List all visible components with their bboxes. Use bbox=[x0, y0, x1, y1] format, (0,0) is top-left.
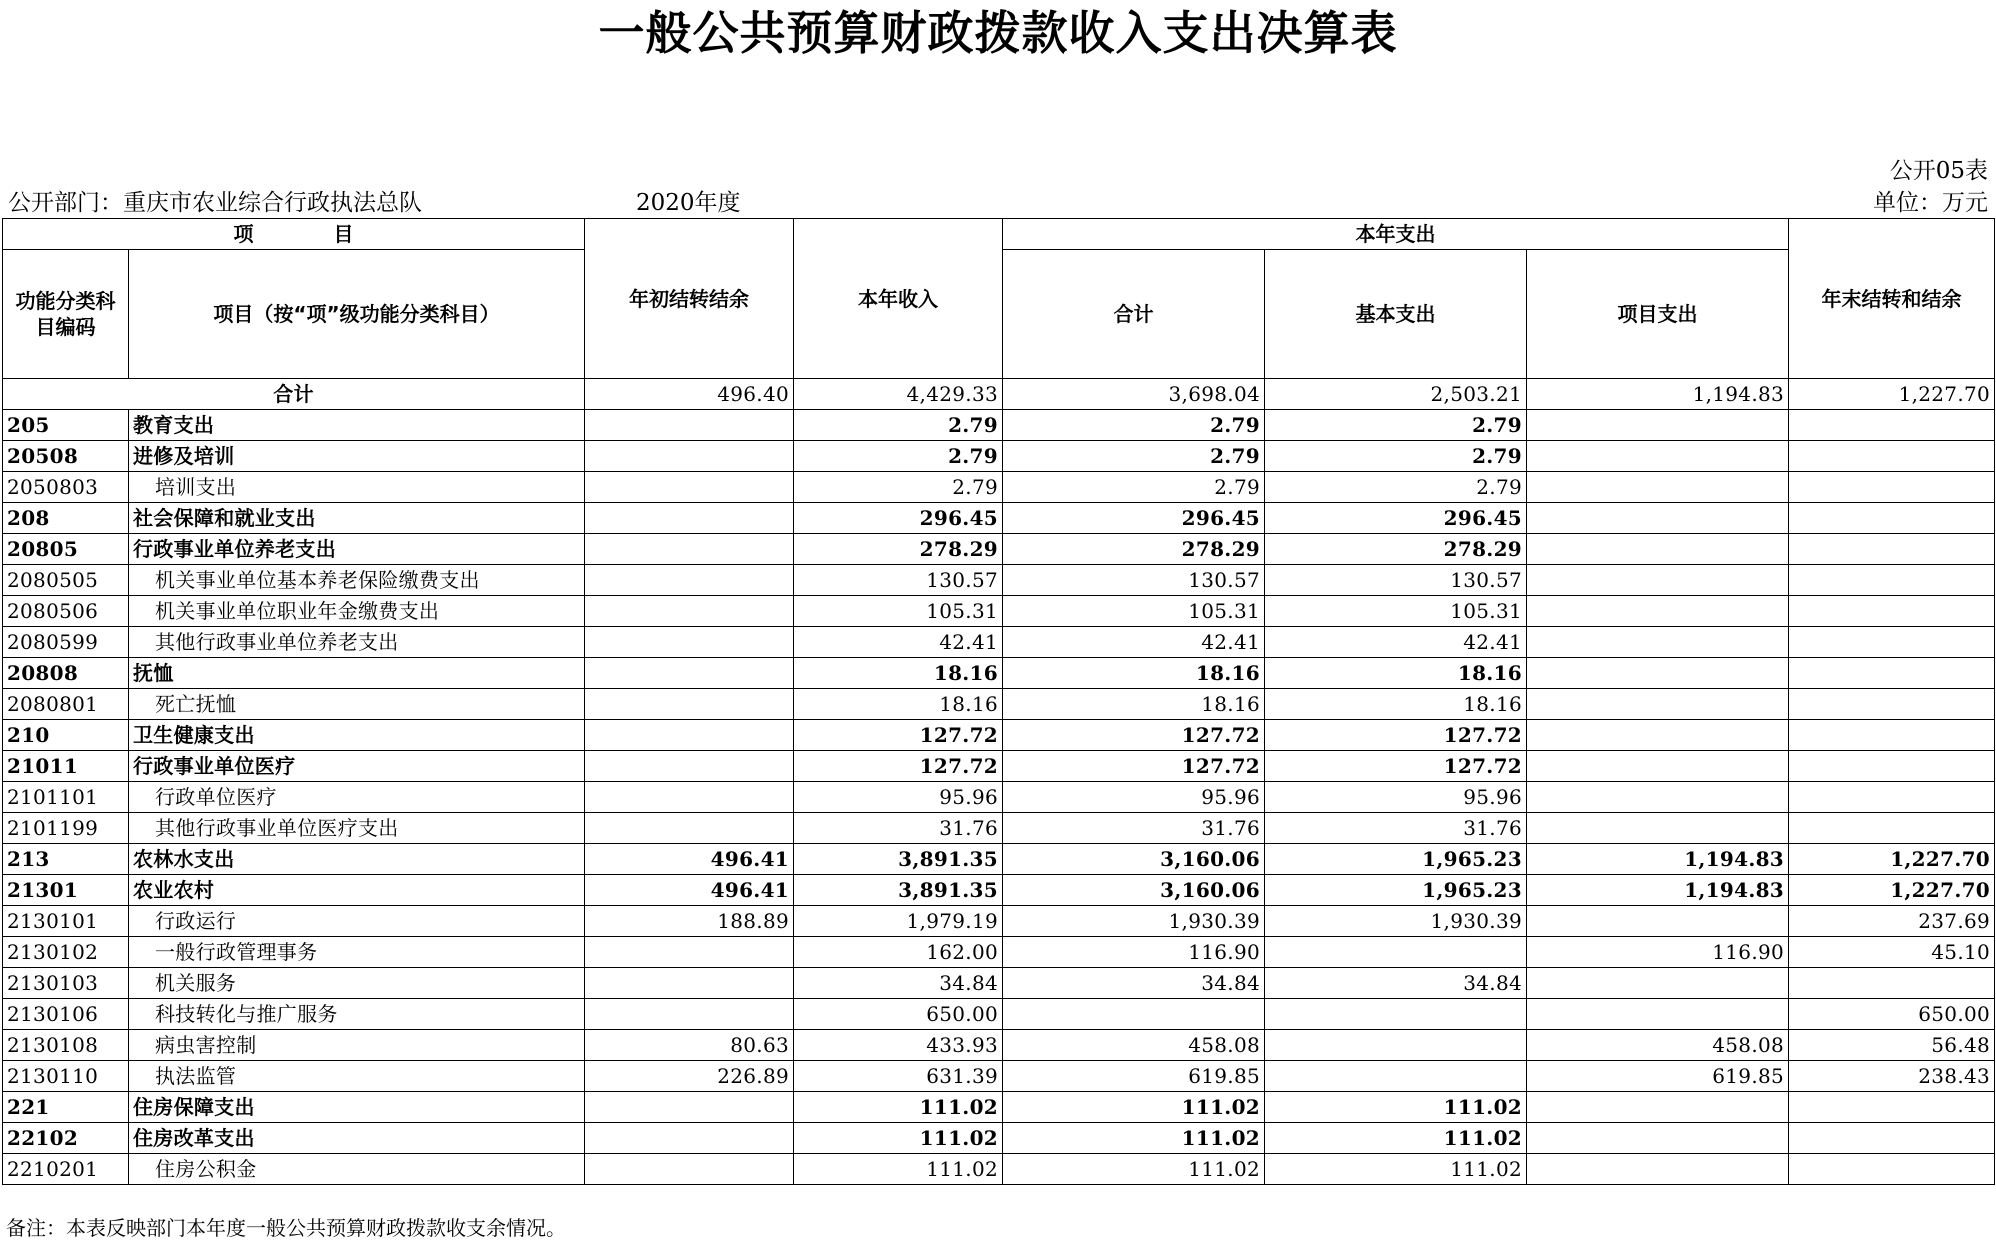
cell-name: 住房改革支出 bbox=[129, 1123, 585, 1154]
cell-code: 2080505 bbox=[3, 565, 129, 596]
cell-income: 2.79 bbox=[794, 410, 1003, 441]
cell-name: 行政单位医疗 bbox=[129, 782, 585, 813]
cell-closing: 237.69 bbox=[1789, 906, 1995, 937]
cell-project bbox=[1527, 906, 1789, 937]
cell-basic bbox=[1265, 999, 1527, 1030]
cell-opening bbox=[585, 658, 794, 689]
table-row bbox=[3, 1123, 1995, 1154]
table-row bbox=[3, 1030, 1995, 1061]
cell-expense-total: 105.31 bbox=[1003, 596, 1265, 627]
cell-project bbox=[1527, 1092, 1789, 1123]
cell-expense-total: 278.29 bbox=[1003, 534, 1265, 565]
table-row bbox=[3, 813, 1995, 844]
cell-income: 18.16 bbox=[794, 689, 1003, 720]
cell-code: 210 bbox=[3, 720, 129, 751]
cell-basic: 2.79 bbox=[1265, 441, 1527, 472]
cell-basic bbox=[1265, 937, 1527, 968]
cell-opening bbox=[585, 534, 794, 565]
header-total: 合计 bbox=[1003, 250, 1265, 379]
cell-opening bbox=[585, 441, 794, 472]
cell-income: 95.96 bbox=[794, 782, 1003, 813]
cell-basic: 95.96 bbox=[1265, 782, 1527, 813]
cell-closing bbox=[1789, 1123, 1995, 1154]
table-row bbox=[3, 844, 1995, 875]
cell-income: 105.31 bbox=[794, 596, 1003, 627]
cell-code: 2130106 bbox=[3, 999, 129, 1030]
table-row bbox=[3, 472, 1995, 503]
cell-closing: 56.48 bbox=[1789, 1030, 1995, 1061]
cell-opening bbox=[585, 410, 794, 441]
cell-expense-total: 111.02 bbox=[1003, 1092, 1265, 1123]
cell-closing bbox=[1789, 658, 1995, 689]
cell-name: 其他行政事业单位医疗支出 bbox=[129, 813, 585, 844]
cell-closing bbox=[1789, 1092, 1995, 1123]
header-name: 项目（按“项”级功能分类科目） bbox=[129, 250, 585, 379]
cell-name: 住房保障支出 bbox=[129, 1092, 585, 1123]
cell-basic: 111.02 bbox=[1265, 1123, 1527, 1154]
cell-name: 行政事业单位医疗 bbox=[129, 751, 585, 782]
total-opening: 496.40 bbox=[585, 379, 794, 410]
table-row bbox=[3, 596, 1995, 627]
cell-opening bbox=[585, 813, 794, 844]
cell-project bbox=[1527, 472, 1789, 503]
cell-project bbox=[1527, 410, 1789, 441]
cell-project bbox=[1527, 596, 1789, 627]
header-opening: 年初结转结余 bbox=[585, 219, 794, 379]
cell-project bbox=[1527, 565, 1789, 596]
table-row bbox=[3, 1154, 1995, 1185]
cell-closing bbox=[1789, 503, 1995, 534]
cell-closing bbox=[1789, 720, 1995, 751]
cell-income: 18.16 bbox=[794, 658, 1003, 689]
cell-basic: 42.41 bbox=[1265, 627, 1527, 658]
cell-closing bbox=[1789, 596, 1995, 627]
cell-basic: 34.84 bbox=[1265, 968, 1527, 999]
cell-project bbox=[1527, 503, 1789, 534]
cell-project bbox=[1527, 441, 1789, 472]
cell-income: 2.79 bbox=[794, 472, 1003, 503]
cell-code: 2210201 bbox=[3, 1154, 129, 1185]
cell-income: 127.72 bbox=[794, 751, 1003, 782]
cell-name: 科技转化与推广服务 bbox=[129, 999, 585, 1030]
table-row bbox=[3, 782, 1995, 813]
cell-project bbox=[1527, 658, 1789, 689]
cell-opening: 188.89 bbox=[585, 906, 794, 937]
cell-name: 机关服务 bbox=[129, 968, 585, 999]
form-number: 公开05表 bbox=[1889, 158, 1988, 184]
cell-name: 卫生健康支出 bbox=[129, 720, 585, 751]
cell-opening bbox=[585, 782, 794, 813]
cell-project bbox=[1527, 534, 1789, 565]
cell-income: 42.41 bbox=[794, 627, 1003, 658]
cell-code: 22102 bbox=[3, 1123, 129, 1154]
cell-code: 208 bbox=[3, 503, 129, 534]
cell-name: 抚恤 bbox=[129, 658, 585, 689]
total-basic: 2,503.21 bbox=[1265, 379, 1527, 410]
cell-opening bbox=[585, 689, 794, 720]
table-row bbox=[3, 503, 1995, 534]
cell-income: 127.72 bbox=[794, 720, 1003, 751]
table-row bbox=[3, 565, 1995, 596]
cell-expense-total: 130.57 bbox=[1003, 565, 1265, 596]
cell-income: 3,891.35 bbox=[794, 844, 1003, 875]
cell-code: 2101199 bbox=[3, 813, 129, 844]
cell-name: 其他行政事业单位养老支出 bbox=[129, 627, 585, 658]
header-row-1 bbox=[3, 219, 1995, 250]
table-row bbox=[3, 627, 1995, 658]
table-row bbox=[3, 658, 1995, 689]
cell-opening bbox=[585, 1123, 794, 1154]
cell-closing bbox=[1789, 782, 1995, 813]
cell-code: 2050803 bbox=[3, 472, 129, 503]
header-code: 功能分类科目编码 bbox=[3, 250, 129, 379]
department-label: 公开部门：重庆市农业综合行政执法总队 bbox=[8, 190, 422, 216]
cell-project bbox=[1527, 627, 1789, 658]
cell-code: 2080801 bbox=[3, 689, 129, 720]
cell-project bbox=[1527, 689, 1789, 720]
cell-income: 1,979.19 bbox=[794, 906, 1003, 937]
cell-opening bbox=[585, 968, 794, 999]
cell-code: 2130103 bbox=[3, 968, 129, 999]
cell-expense-total: 111.02 bbox=[1003, 1123, 1265, 1154]
cell-basic: 18.16 bbox=[1265, 658, 1527, 689]
cell-opening bbox=[585, 999, 794, 1030]
header-item: 项 目 bbox=[3, 219, 585, 250]
cell-name: 住房公积金 bbox=[129, 1154, 585, 1185]
cell-closing: 45.10 bbox=[1789, 937, 1995, 968]
cell-closing bbox=[1789, 410, 1995, 441]
cell-code: 221 bbox=[3, 1092, 129, 1123]
cell-name: 农林水支出 bbox=[129, 844, 585, 875]
cell-income: 111.02 bbox=[794, 1092, 1003, 1123]
cell-expense-total: 127.72 bbox=[1003, 720, 1265, 751]
header-basic: 基本支出 bbox=[1265, 250, 1527, 379]
total-income: 4,429.33 bbox=[794, 379, 1003, 410]
cell-project: 116.90 bbox=[1527, 937, 1789, 968]
cell-expense-total: 111.02 bbox=[1003, 1154, 1265, 1185]
cell-income: 278.29 bbox=[794, 534, 1003, 565]
cell-income: 111.02 bbox=[794, 1154, 1003, 1185]
table-row bbox=[3, 968, 1995, 999]
cell-name: 教育支出 bbox=[129, 410, 585, 441]
cell-opening bbox=[585, 937, 794, 968]
cell-basic bbox=[1265, 1061, 1527, 1092]
cell-code: 2130110 bbox=[3, 1061, 129, 1092]
cell-expense-total: 42.41 bbox=[1003, 627, 1265, 658]
cell-code: 2130101 bbox=[3, 906, 129, 937]
table-row bbox=[3, 1092, 1995, 1123]
cell-expense-total: 1,930.39 bbox=[1003, 906, 1265, 937]
table-row bbox=[3, 689, 1995, 720]
cell-opening bbox=[585, 627, 794, 658]
cell-project bbox=[1527, 813, 1789, 844]
cell-opening: 226.89 bbox=[585, 1061, 794, 1092]
cell-project bbox=[1527, 968, 1789, 999]
cell-opening bbox=[585, 1092, 794, 1123]
cell-code: 2101101 bbox=[3, 782, 129, 813]
table-row bbox=[3, 875, 1995, 906]
cell-closing bbox=[1789, 1154, 1995, 1185]
cell-closing bbox=[1789, 968, 1995, 999]
header-closing: 年末结转和结余 bbox=[1789, 219, 1995, 379]
fiscal-year-label: 2020年度 bbox=[636, 190, 741, 216]
cell-expense-total: 18.16 bbox=[1003, 658, 1265, 689]
cell-basic: 296.45 bbox=[1265, 503, 1527, 534]
cell-expense-total: 18.16 bbox=[1003, 689, 1265, 720]
cell-closing: 1,227.70 bbox=[1789, 875, 1995, 906]
cell-basic: 111.02 bbox=[1265, 1092, 1527, 1123]
cell-income: 162.00 bbox=[794, 937, 1003, 968]
cell-name: 社会保障和就业支出 bbox=[129, 503, 585, 534]
cell-income: 650.00 bbox=[794, 999, 1003, 1030]
total-label: 合计 bbox=[3, 379, 585, 410]
cell-code: 2130108 bbox=[3, 1030, 129, 1061]
cell-code: 213 bbox=[3, 844, 129, 875]
cell-income: 31.76 bbox=[794, 813, 1003, 844]
cell-name: 机关事业单位职业年金缴费支出 bbox=[129, 596, 585, 627]
cell-basic: 278.29 bbox=[1265, 534, 1527, 565]
table-row bbox=[3, 441, 1995, 472]
page-title: 一般公共预算财政拨款收入支出决算表 bbox=[598, 6, 1398, 60]
cell-code: 20808 bbox=[3, 658, 129, 689]
cell-name: 一般行政管理事务 bbox=[129, 937, 585, 968]
cell-income: 296.45 bbox=[794, 503, 1003, 534]
cell-closing bbox=[1789, 627, 1995, 658]
cell-basic: 31.76 bbox=[1265, 813, 1527, 844]
cell-project: 458.08 bbox=[1527, 1030, 1789, 1061]
cell-basic: 105.31 bbox=[1265, 596, 1527, 627]
cell-code: 20805 bbox=[3, 534, 129, 565]
cell-basic: 1,965.23 bbox=[1265, 844, 1527, 875]
cell-name: 进修及培训 bbox=[129, 441, 585, 472]
cell-project bbox=[1527, 751, 1789, 782]
cell-name: 病虫害控制 bbox=[129, 1030, 585, 1061]
cell-project bbox=[1527, 999, 1789, 1030]
cell-closing bbox=[1789, 534, 1995, 565]
footnote: 备注：本表反映部门本年度一般公共预算财政拨款收支余情况。 bbox=[6, 1216, 566, 1240]
cell-project bbox=[1527, 720, 1789, 751]
cell-code: 2130102 bbox=[3, 937, 129, 968]
cell-name: 行政事业单位养老支出 bbox=[129, 534, 585, 565]
table-row bbox=[3, 751, 1995, 782]
cell-basic: 127.72 bbox=[1265, 720, 1527, 751]
cell-expense-total: 3,160.06 bbox=[1003, 875, 1265, 906]
cell-opening: 80.63 bbox=[585, 1030, 794, 1061]
cell-code: 21011 bbox=[3, 751, 129, 782]
cell-income: 3,891.35 bbox=[794, 875, 1003, 906]
cell-closing bbox=[1789, 813, 1995, 844]
cell-opening bbox=[585, 503, 794, 534]
cell-closing bbox=[1789, 565, 1995, 596]
total-closing: 1,227.70 bbox=[1789, 379, 1995, 410]
cell-opening: 496.41 bbox=[585, 875, 794, 906]
cell-income: 34.84 bbox=[794, 968, 1003, 999]
cell-opening bbox=[585, 1154, 794, 1185]
cell-closing bbox=[1789, 441, 1995, 472]
header-expense-group: 本年支出 bbox=[1003, 219, 1789, 250]
cell-name: 死亡抚恤 bbox=[129, 689, 585, 720]
cell-basic: 111.02 bbox=[1265, 1154, 1527, 1185]
cell-basic: 1,930.39 bbox=[1265, 906, 1527, 937]
cell-basic: 130.57 bbox=[1265, 565, 1527, 596]
cell-project: 1,194.83 bbox=[1527, 844, 1789, 875]
cell-expense-total: 2.79 bbox=[1003, 410, 1265, 441]
total-row bbox=[3, 379, 1995, 410]
cell-basic: 2.79 bbox=[1265, 472, 1527, 503]
cell-expense-total: 3,160.06 bbox=[1003, 844, 1265, 875]
cell-opening bbox=[585, 720, 794, 751]
table-row bbox=[3, 999, 1995, 1030]
cell-code: 20508 bbox=[3, 441, 129, 472]
table-row bbox=[3, 937, 1995, 968]
cell-expense-total: 619.85 bbox=[1003, 1061, 1265, 1092]
cell-opening bbox=[585, 472, 794, 503]
header-project: 项目支出 bbox=[1527, 250, 1789, 379]
cell-project bbox=[1527, 1123, 1789, 1154]
cell-expense-total: 34.84 bbox=[1003, 968, 1265, 999]
cell-basic: 1,965.23 bbox=[1265, 875, 1527, 906]
table-row bbox=[3, 906, 1995, 937]
cell-name: 农业农村 bbox=[129, 875, 585, 906]
cell-code: 2080599 bbox=[3, 627, 129, 658]
cell-opening bbox=[585, 596, 794, 627]
cell-opening bbox=[585, 565, 794, 596]
cell-basic: 2.79 bbox=[1265, 410, 1527, 441]
cell-closing: 238.43 bbox=[1789, 1061, 1995, 1092]
cell-name: 培训支出 bbox=[129, 472, 585, 503]
budget-table bbox=[2, 218, 1995, 1185]
cell-closing: 650.00 bbox=[1789, 999, 1995, 1030]
cell-name: 行政运行 bbox=[129, 906, 585, 937]
cell-expense-total: 2.79 bbox=[1003, 441, 1265, 472]
cell-income: 111.02 bbox=[794, 1123, 1003, 1154]
cell-expense-total: 95.96 bbox=[1003, 782, 1265, 813]
cell-basic: 127.72 bbox=[1265, 751, 1527, 782]
cell-project: 1,194.83 bbox=[1527, 875, 1789, 906]
unit-label: 单位：万元 bbox=[1873, 190, 1988, 216]
total-expense: 3,698.04 bbox=[1003, 379, 1265, 410]
total-project: 1,194.83 bbox=[1527, 379, 1789, 410]
cell-income: 631.39 bbox=[794, 1061, 1003, 1092]
cell-code: 205 bbox=[3, 410, 129, 441]
cell-opening bbox=[585, 751, 794, 782]
cell-basic: 18.16 bbox=[1265, 689, 1527, 720]
cell-expense-total bbox=[1003, 999, 1265, 1030]
cell-expense-total: 31.76 bbox=[1003, 813, 1265, 844]
cell-expense-total: 458.08 bbox=[1003, 1030, 1265, 1061]
cell-opening: 496.41 bbox=[585, 844, 794, 875]
header-income: 本年收入 bbox=[794, 219, 1003, 379]
cell-project bbox=[1527, 782, 1789, 813]
cell-project bbox=[1527, 1154, 1789, 1185]
cell-closing bbox=[1789, 472, 1995, 503]
cell-code: 21301 bbox=[3, 875, 129, 906]
cell-basic bbox=[1265, 1030, 1527, 1061]
cell-closing bbox=[1789, 689, 1995, 720]
table-row bbox=[3, 410, 1995, 441]
cell-closing bbox=[1789, 751, 1995, 782]
cell-closing: 1,227.70 bbox=[1789, 844, 1995, 875]
table-row bbox=[3, 534, 1995, 565]
table-row bbox=[3, 1061, 1995, 1092]
cell-name: 执法监管 bbox=[129, 1061, 585, 1092]
cell-expense-total: 116.90 bbox=[1003, 937, 1265, 968]
cell-expense-total: 296.45 bbox=[1003, 503, 1265, 534]
cell-income: 130.57 bbox=[794, 565, 1003, 596]
cell-code: 2080506 bbox=[3, 596, 129, 627]
cell-name: 机关事业单位基本养老保险缴费支出 bbox=[129, 565, 585, 596]
cell-income: 433.93 bbox=[794, 1030, 1003, 1061]
cell-expense-total: 2.79 bbox=[1003, 472, 1265, 503]
cell-income: 2.79 bbox=[794, 441, 1003, 472]
cell-project: 619.85 bbox=[1527, 1061, 1789, 1092]
cell-expense-total: 127.72 bbox=[1003, 751, 1265, 782]
table-row bbox=[3, 720, 1995, 751]
